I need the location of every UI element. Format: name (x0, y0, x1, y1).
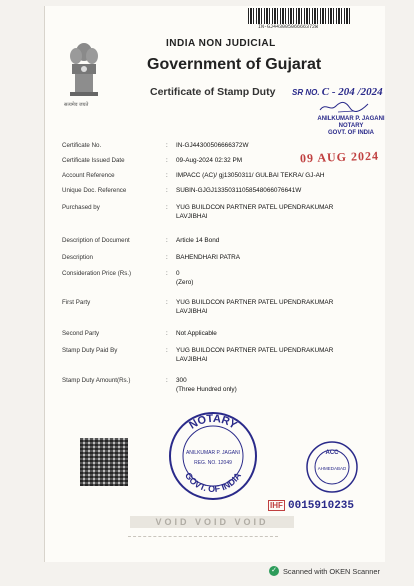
national-emblem-icon (66, 38, 102, 98)
field-value-line: 09-Aug-2024 02:32 PM (176, 157, 243, 164)
india-non-judicial-heading: INDIA NON JUDICIAL (166, 38, 276, 49)
field-value-line: BAHENDHARI PATRA (176, 254, 241, 261)
field-label: Description of Document (62, 237, 130, 244)
field-value (176, 171, 324, 180)
scanner-logo-icon: ✓ (269, 566, 279, 576)
barcode (248, 8, 350, 24)
certificate-heading: Certificate of Stamp Duty (150, 86, 276, 98)
emblem-motto: सत्यमेव जयते (64, 102, 89, 108)
field-value-line-2: LAVJIBHAI (176, 308, 208, 315)
sr-no-value: C - 204 /2024 (321, 86, 383, 98)
serial-tag: IHF (270, 501, 283, 510)
field-label: Account Reference (62, 172, 115, 179)
notary-stamp-top: NOTARY (187, 412, 239, 432)
acc-round-stamp (305, 440, 359, 494)
notary-name: ANILKUMAR P. JAGANI (317, 116, 385, 122)
field-value (176, 141, 248, 150)
notary-stamp-bottom: GOVT. OF INDIA (182, 470, 244, 495)
field-value-line: Article 14 Bond (176, 237, 220, 244)
field-value-line: YUG BUILDCON PARTNER PATEL UPENDRAKUMAR (176, 299, 334, 306)
field-value-line: IN-GJ44300506666372W (176, 142, 249, 149)
field-value-line: 0 (176, 270, 180, 277)
field-colon: : (166, 270, 168, 277)
notary-title: NOTARY (338, 123, 364, 129)
government-heading: Government of Gujarat (147, 56, 322, 73)
serial-number: 0015910235 (288, 500, 355, 512)
field-value-line: YUG BUILDCON PARTNER PATEL UPENDRAKUMAR (176, 204, 334, 211)
footer-line (128, 536, 278, 543)
sr-no-label: SR NO. (292, 88, 320, 97)
field-value-line-2: (Zero) (176, 279, 194, 286)
field-value (176, 329, 217, 338)
field-colon: : (166, 347, 168, 354)
notary-signature (318, 100, 370, 114)
field-value-line: 300 (176, 377, 187, 384)
field-value-line-2: (Three Hundred only) (176, 386, 237, 393)
field-label: Certificate Issued Date (62, 157, 125, 164)
field-value (176, 203, 333, 221)
field-value-line-2: LAVJIBHAI (176, 213, 208, 220)
field-value-line: IMPACC (AC)/ gj13050311/ GULBAI TEKRA/ GJ-AH (176, 172, 325, 179)
acc-stamp-bottom: AHMEDABAD (317, 466, 347, 471)
field-value (176, 156, 242, 165)
field-colon: : (166, 330, 168, 337)
field-label: Certificate No. (62, 142, 102, 149)
barcode-number: IN-GJ44300506666372W (258, 24, 319, 30)
field-colon: : (166, 237, 168, 244)
field-label: Unique Doc. Reference (62, 187, 127, 194)
field-colon: : (166, 254, 168, 261)
field-label: Stamp Duty Paid By (62, 347, 118, 354)
qr-code (80, 438, 128, 486)
field-value-line: Not Applicable (176, 330, 217, 337)
field-value (176, 186, 301, 195)
field-label: Second Party (62, 330, 100, 337)
field-value (176, 346, 333, 364)
field-colon: : (166, 172, 168, 179)
void-strip: VOID VOID VOID (130, 516, 294, 528)
field-colon: : (166, 142, 168, 149)
field-value (176, 298, 333, 316)
field-label: Stamp Duty Amount(Rs.) (62, 377, 131, 384)
field-colon: : (166, 299, 168, 306)
field-label: Purchased by (62, 204, 100, 211)
notary-stamp-reg: REG. NO. 12049 (194, 460, 232, 466)
field-value (176, 376, 237, 394)
field-label: Consideration Price (Rs.) (62, 270, 132, 277)
notary-stamp-name: ANILKUMAR P. JAGANI (185, 450, 241, 456)
field-value (176, 269, 193, 287)
field-value-line: SUBIN-GJGJ13350311058548066076641W (176, 187, 302, 194)
field-value-line-2: LAVJIBHAI (176, 356, 208, 363)
scanner-watermark: Scanned with OKEN Scanner (283, 567, 380, 576)
svg-text:GOVT. OF INDIA (183, 470, 243, 494)
field-colon: : (166, 157, 168, 164)
field-value (176, 236, 219, 245)
date-stamp: 09 AUG 2024 (299, 148, 380, 166)
field-value (176, 253, 240, 262)
field-colon: : (166, 204, 168, 211)
notary-govt: GOVT. OF INDIA (327, 130, 374, 136)
notary-round-stamp (167, 410, 259, 502)
acc-stamp-top: ACC (325, 450, 339, 456)
field-colon: : (166, 377, 168, 384)
sr-no (292, 86, 383, 98)
field-label: Description (62, 254, 93, 261)
field-colon: : (166, 187, 168, 194)
svg-text:NOTARY (187, 413, 239, 432)
field-value-line: YUG BUILDCON PARTNER PATEL UPENDRAKUMAR (176, 347, 334, 354)
field-label: First Party (62, 299, 91, 306)
notary-text-stamp (316, 116, 386, 137)
